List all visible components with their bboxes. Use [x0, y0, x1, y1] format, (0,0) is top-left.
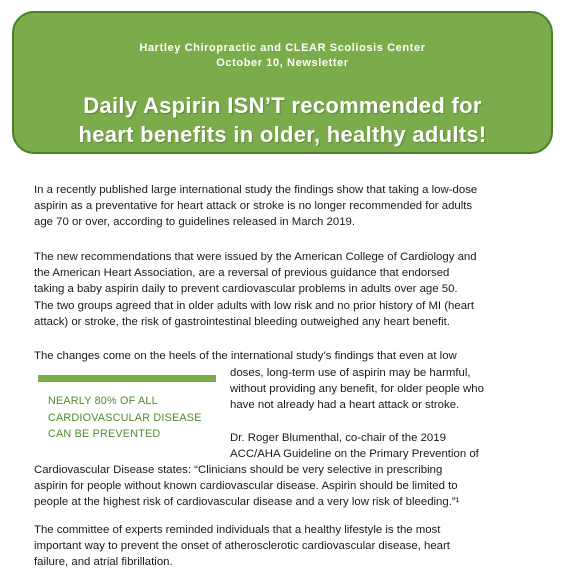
headline	[14, 91, 551, 149]
paragraph-changes-wrapped	[230, 365, 484, 414]
headline-line-2: heart benefits in older, healthy adults!	[78, 122, 487, 147]
callout-line: CARDIOVASCULAR DISEASE	[48, 411, 202, 424]
text-line: failure, and atrial fibrillation.	[34, 556, 173, 569]
banner-organization: Hartley Chiropractic and CLEAR Scoliosis Center	[139, 42, 426, 54]
callout-rule	[38, 375, 216, 382]
text-line: The committee of experts reminded individuals that a healthy lifestyle is the most	[34, 524, 441, 536]
text-line: taking a baby aspirin daily to prevent cardiovascular problems in adults over age 50.	[34, 283, 458, 296]
text-line: Dr. Roger Blumenthal, co-chair of the 2019	[230, 432, 446, 444]
text-line: aspirin for people without known cardiovascular disease. Aspirin should be limited to	[34, 480, 458, 493]
paragraph-changes-first-line	[34, 348, 457, 364]
text-line: Cardiovascular Disease states: “Clinicians should be very selective in prescribing	[34, 464, 443, 476]
callout-box	[48, 393, 202, 443]
text-line: the American Heart Association, are a reversal of previous guidance that endorsed	[34, 267, 450, 280]
callout-line: NEARLY 80% OF ALL	[48, 395, 158, 407]
text-line: In a recently published large international study the findings show that taking a low-dose	[34, 184, 478, 196]
paragraph-quote-wrapped	[230, 430, 479, 462]
text-line: The changes come on the heels of the international study’s findings that even at low	[34, 350, 457, 362]
paragraph-study-findings	[34, 182, 477, 231]
text-line: without providing any benefit, for older people who	[230, 383, 484, 396]
text-line: people at the highest risk of cardiovascular disease and a very low risk of bleeding.”¹	[34, 496, 460, 509]
text-line: ACC/AHA Guideline on the Primary Prevention of	[230, 448, 479, 461]
paragraph-healthy-lifestyle	[34, 522, 450, 571]
banner-date-line: October 10, Newsletter	[216, 57, 349, 69]
text-line: The two groups agreed that in older adults with low risk and no prior history of MI (heart	[34, 299, 475, 312]
text-line: important way to prevent the onset of atherosclerotic cardiovascular disease, heart	[34, 540, 450, 553]
text-line: have not already had a heart attack or stroke.	[230, 399, 460, 412]
text-line: The new recommendations that were issued by the American College of Cardiology and	[34, 251, 477, 263]
headline-line-1: Daily Aspirin ISN’T recommended for	[83, 93, 482, 118]
callout-line: CAN BE PREVENTED	[48, 428, 161, 440]
newsletter-banner	[12, 11, 553, 154]
paragraph-quote-full	[34, 462, 459, 511]
text-line: aspirin as a preventative for heart attack or stroke is no longer recommended for adults	[34, 200, 473, 213]
paragraph-new-recommendations	[34, 249, 477, 330]
text-line: attack) or stroke, the risk of gastrointestinal bleeding outweighed any heart benefit.	[34, 315, 450, 328]
text-line: doses, long-term use of aspirin may be harmful,	[230, 367, 471, 379]
text-line: age 70 or over, according to guidelines released in March 2019.	[34, 216, 356, 229]
